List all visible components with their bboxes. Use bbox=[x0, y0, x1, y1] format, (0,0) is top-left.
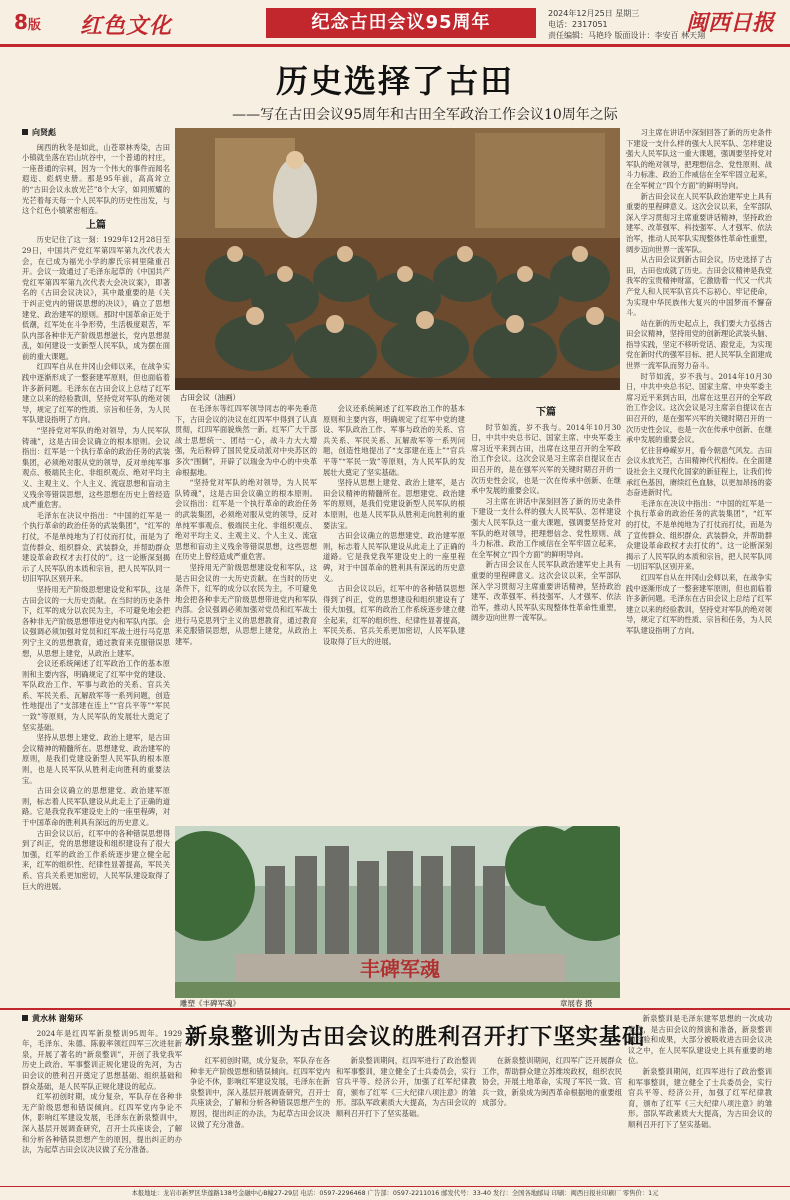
issue-date: 2024年12月25日 星期三 bbox=[548, 9, 640, 18]
page-number: 8版 bbox=[14, 10, 41, 34]
paragraph: 时节如流，岁不我与。2014年10月30日，中共中央总书记、国家主席、中央军委主席习近平来到古田，出席在这里召开的全军政治工作会议。这次会议是习主席亲自提议在古田召开的，是在强军兴军的关键时期召开的一次历史性会议，也是一次在传承中创新、在继承中发展的重要会议。 bbox=[626, 371, 772, 445]
section-name: 红色文化 bbox=[80, 13, 173, 39]
monument-caption: 雕塑《丰碑军魂》 bbox=[180, 999, 240, 1008]
section-heading-up: 上篇 bbox=[86, 219, 106, 231]
paragraph: 毛泽东在决议中指出：“中国的红军是一个执行革命的政治任务的武装集团”，“红军的打仗，不是单纯地为了打仗而打仗，而是为了宣传群众、组织群众、武装群众，并帮助群众建设革命政权才去打仗的”。这一论断深刻揭示了人民军队的本质和宗旨，把人民军队同一切旧军队区别开来。 bbox=[626, 498, 772, 572]
article-column-5 bbox=[626, 128, 772, 998]
paragraph: 习主席在讲话中深刻回答了新的历史条件下建设一支什么样的强大人民军队、怎样建设强大人民军队这一重大课题，强调要坚持党对军队的绝对领导，把理想信念、党性原则、战斗力标准、政治工作威信在全军牢固立起来，在全军树立“四个方面”的鲜明导向。 bbox=[626, 128, 772, 190]
byline-marker-icon bbox=[22, 129, 28, 135]
paragraph: 在新泉整训期间，红四军广泛开展群众工作，帮助群众建立苏维埃政权，组织农民协会，开展土地革命，实现了军民一致、官兵一致，新泉成为闽西革命根据地的重要组成部分。 bbox=[482, 1056, 622, 1108]
paragraph: 新泉整训期间，红四军进行了政治整训和军事整训，建立健全了士兵委员会，实行官兵平等、经济公开，加强了红军纪律教育，颁布了红军《三大纪律八项注意》的雏形。部队军政素质大大提高，为古田会议的顺利召开打下了坚实基础。 bbox=[628, 1066, 772, 1129]
painting-caption: 古田会议（油画） bbox=[180, 393, 240, 402]
issue-meta bbox=[548, 8, 705, 41]
main-subheadline: ——写在古田会议95周年和古田全军政治工作会议10周年之际 bbox=[232, 107, 618, 123]
monument-credit: 章展春 摄 bbox=[560, 999, 593, 1008]
paragraph: 毛泽东在决议中指出：“中国的红军是一个执行革命的政治任务的武装集团”，“红军的打仗，不是单纯地为了打仗而打仗，而是为了宣传群众、组织群众、武装群众，并帮助群众建设革命政权才去打仗的”。这一论断深刻揭示了人民军队的本质和宗旨，把人民军队同一切旧军队区别开来。 bbox=[22, 510, 170, 584]
issue-editors: 责任编辑：马艳玲 版面设计：李安百 林天翔 bbox=[548, 31, 706, 40]
issue-phone: 电话：2317051 bbox=[548, 20, 608, 29]
paragraph: 古田会议确立的思想建党、政治建军原则，标志着人民军队建设从此走上了正确的道路。它是我党我军建设史上的一座里程碑，对于中国革命的胜利具有深远的历史意义。 bbox=[323, 531, 465, 583]
article-column-1 bbox=[22, 128, 170, 994]
monument-photo bbox=[175, 826, 620, 998]
masthead bbox=[0, 0, 790, 44]
main-byline: 向贤彪 bbox=[22, 128, 170, 139]
paragraph: 忆往昔峥嵘岁月，看今朝意气风发。古田会议永放光芒，古田精神代代相传。在全面建设社会主义现代化国家的新征程上，让我们传承红色基因，赓续红色血脉，以更加昂扬的姿态奋进新时代。 bbox=[626, 445, 772, 498]
paragraph: 时节如流，岁不我与。2014年10月30日，中共中央总书记、国家主席、中央军委主席习近平来到古田，出席在这里召开的全军政治工作会议。这次会议是习主席亲自提议在古田召开的，是在强军兴军的关键时期召开的一次历史性会议，也是一次在传承中创新、在继承中发展的重要会议。 bbox=[471, 422, 621, 496]
bottom-headline: 新泉整训为古田会议的胜利召开打下坚实基础 bbox=[184, 1024, 645, 1050]
paragraph: 新古田会议在人民军队政治建军史上具有重要的里程碑意义。这次会议以来，全军部队深入学习贯彻习主席重要讲话精神，坚持政治建军、改革强军、科技强军、人才强军、依法治军，推动人民军队实现整体性革命性重塑，阔步迈向世界一流军队。 bbox=[626, 191, 772, 254]
paragraph: 坚持从思想上建党、政治上建军，是古田会议精神的精髓所在。思想建党、政治建军的原则，是我们党建设新型人民军队的根本原则，也是人民军队从胜利走向胜利的重要法宝。 bbox=[22, 733, 170, 785]
paragraph: 新泉整训是毛泽东建军思想的一次成功实践，是古田会议的预演和准备，新泉整训的经验和成果，大部分被吸收进古田会议决议之中，在人民军队建设史上具有重要的地位。 bbox=[628, 1014, 772, 1066]
paragraph: 坚持从思想上建党、政治上建军，是古田会议精神的精髓所在。思想建党、政治建军的原则，是我们党建设新型人民军队的根本原则，也是人民军队从胜利走向胜利的重要法宝。 bbox=[323, 478, 465, 530]
paragraph: 在毛泽东等红四军领导同志的率先垂范下，古田会议的决议在红四军中得到了认真贯彻，红四军面貌焕然一新。红军广大干部战士思想统一、团结一心，战斗力大大增强，先后粉碎了国民党反动派对中央苏区的多次“围剿”，开辟了以瑞金为中心的中央革命根据地。 bbox=[175, 404, 317, 477]
paragraph: 新古田会议在人民军队政治建军史上具有重要的里程碑意义。这次会议以来，全军部队深入学习贯彻习主席重要讲话精神，坚持政治建军、改革强军、科技强军、人才强军、依法治军，推动人民军队实现整体性革命性重塑，阔步迈向世界一流军队。 bbox=[471, 560, 621, 623]
article-divider bbox=[0, 1008, 790, 1010]
paragraph: 古田会议确立的思想建党、政治建军原则，标志着人民军队建设从此走上了正确的道路。它是我党我军建设史上的一座里程碑，对于中国革命的胜利具有深远的历史意义。 bbox=[22, 786, 170, 827]
paragraph: “坚持党对军队的绝对领导，为人民军队铸魂”，这是古田会议确立的根本原则。会议指出：红军是一个执行革命的政治任务的武装集团，必须绝对服从党的领导，反对单纯军事观点、极端民主化、非组织观点、绝对平均主义、主观主义、个人主义、流寇思想和盲动主义残余等错误思想，这些思想在历史上曾经造成严重危害。 bbox=[175, 478, 317, 562]
article-column-3 bbox=[323, 404, 465, 824]
masthead-rule bbox=[0, 44, 790, 47]
paragraph: “坚持党对军队的绝对领导，为人民军队铸魂”，这是古田会议确立的根本原则。会议指出：红军是一个执行革命的政治任务的武装集团，必须绝对服从党的领导，反对单纯军事观点、极端民主化、非组织观点、绝对平均主义、主观主义、个人主义、流寇思想和盲动主义残余等错误思想，这些思想在历史上曾经造成严重危害。 bbox=[22, 426, 170, 510]
main-headline: 历史选择了古田 bbox=[275, 62, 514, 100]
paragraph: 古田会议以后，红军中的各种错误思想得到了纠正，党的思想建设和组织建设有了很大加强，红军的政治工作系统逐步建立健全起来，红军的组织性、纪律性显著提高，军民关系、官兵关系更加密切，人民军队建设取得了巨大的进展。 bbox=[22, 828, 170, 891]
paragraph: 古田会议以后，红军中的各种错误思想得到了纠正，党的思想建设和组织建设有了很大加强，红军的政治工作系统逐步建立健全起来，红军的组织性、纪律性显著提高，军民关系、官兵关系更加密切，人民军队建设取得了巨大的进展。 bbox=[323, 584, 465, 647]
paragraph: 从古田会议到新古田会议，历史选择了古田，古田也成就了历史。古田会议精神是我党我军的宝贵精神财富，它激励着一代又一代共产党人和人民军队官兵不忘初心、牢记使命，为实现中华民族伟大复兴的中国梦而不懈奋斗。 bbox=[626, 255, 772, 318]
paragraph: 新泉整训期间，红四军进行了政治整训和军事整训，建立健全了士兵委员会，实行官兵平等、经济公开，加强了红军纪律教育，颁布了红军《三大纪律八项注意》的雏形。部队军政素质大大提高，为古田会议的顺利召开打下了坚实基础。 bbox=[336, 1056, 476, 1118]
paragraph: 坚持用无产阶级思想建设党和军队，这是古田会议的一大历史贡献。在当时的历史条件下，红军的成分以农民为主，不可避免地会把各种非无产阶级思想带进党内和军队内部。会议强调必须加强对党员和红军战士进行马克思列宁主义的思想教育，通过教育来克服错误思想，从思想上建党，从政治上建军。 bbox=[22, 584, 170, 658]
paragraph: 红军初创时期，成分复杂，军队存在各种非无产阶级思想和错误倾向。红四军党内争论不休，影响红军建设发展，毛泽东在新泉整训中，深入基层开展调查研究，召开士兵座谈会，了解和分析各种错误思想产生的原因，提出纠正的办法，为起草古田会议决议做了充分准备。 bbox=[22, 1092, 182, 1155]
paragraph: 会议还系统阐述了红军政治工作的基本原则和主要内容，明确规定了红军中党的建设、军队政治工作、军事与政治的关系、官兵关系、军民关系、瓦解敌军等一系列问题，创造性地提出了“支部建在连上”“官兵平等”“军民一致”等原则，为人民军队的发展壮大奠定了坚实基础。 bbox=[323, 404, 465, 477]
paragraph: 红四军自从在井冈山会师以来，在战争实践中逐渐形成了一整套建军原则，但也面临着许多新问题。毛泽东在古田会议上总结了红军建立以来的经验教训，坚持党对军队的绝对领导，规定了红军的性质、宗旨和任务，为人民军队建设指明了方向。 bbox=[626, 572, 772, 635]
paragraph: 会议还系统阐述了红军政治工作的基本原则和主要内容，明确规定了红军中党的建设、军队政治工作、军事与政治的关系、官兵关系、军民关系、瓦解敌军等一系列问题，创造性地提出了“支部建在连上”“官兵平等”“军民一致”等原则，为人民军队的发展壮大奠定了坚实基础。 bbox=[22, 659, 170, 732]
paragraph: 坚持用无产阶级思想建设党和军队，这是古田会议的一大历史贡献。在当时的历史条件下，红军的成分以农民为主，不可避免地会把各种非无产阶级思想带进党内和军队内部。会议强调必须加强对党员和红军战士进行马克思列宁主义的思想教育，通过教育来克服错误思想，从思想上建党，从政治上建军。 bbox=[175, 562, 317, 647]
paragraph: 习主席在讲话中深刻回答了新的历史条件下建设一支什么样的强大人民军队、怎样建设强大人民军队这一重大课题，强调要坚持党对军队的绝对领导，把理想信念、党性原则、战斗力标准、政治工作威信在全军牢固立起来，在全军树立“四个方面”的鲜明导向。 bbox=[471, 496, 621, 559]
paragraph: 站在新的历史起点上，我们要大力弘扬古田会议精神，坚持用党的创新理论武装头脑、指导实践，坚定不移听党话、跟党走，为实现党在新时代的强军目标、把人民军队全面建成世界一流军队而努力奋斗。 bbox=[626, 318, 772, 371]
monument-inscription: 丰碑军魂 bbox=[360, 957, 440, 981]
bottom-article-column-2 bbox=[190, 1056, 330, 1184]
page-footer: 本报地址：龙岩市新罗区华莲路138号金融中心B幢27-29层 电话：0597-2296468 广告部：0597-2211016 邮发代号：33-40 发行：全国各地邮局 印刷：闽西日报社印刷厂 零售价：1元 bbox=[0, 1186, 790, 1200]
bottom-article-column-4 bbox=[482, 1056, 622, 1184]
paragraph: 红军初创时期，成分复杂，军队存在各种非无产阶级思想和错误倾向。红四军党内争论不休，影响红军建设发展，毛泽东在新泉整训中，深入基层开展调查研究，召开士兵座谈会，了解和分析各种错误思想产生的原因，提出纠正的办法，为起草古田会议决议做了充分准备。 bbox=[190, 1056, 330, 1129]
article-column-2 bbox=[175, 404, 317, 824]
section-heading-down: 下篇 bbox=[536, 407, 556, 418]
lead-paragraph: 闽西的秋冬是如此，山苍翠林秀染，古田小镇就坐落在岩山坑谷中，一个普通的村庄，一座普通的宗祠，因为一个伟大的事件而闻名遐迩、彪炳史册。那是95年前，高高耸立的“古田会议永放光芒”8个大字，如同照耀的光芒着每天每一个人民军队的历史性出发，与这个红色小镇紧密相连。 bbox=[22, 142, 170, 216]
paragraph: 2024年是红四军新泉整训95周年。1929年，毛泽东、朱德、陈毅率领红四军三次进驻新泉，开展了著名的“新泉整训”，开创了我党我军历史上政治、军事整训正规化建设的先河，为古田会议的胜利召开奠定了思想基础、组织基础和群众基础，是人民军队正规化建设的起点。 bbox=[22, 1028, 182, 1091]
article-column-4 bbox=[471, 404, 621, 824]
painting-photo bbox=[175, 128, 620, 390]
anniversary-banner: 纪念古田会议95周年 bbox=[266, 8, 536, 38]
paper-logo: 闽西日报 bbox=[686, 10, 775, 36]
bottom-article-column-3 bbox=[336, 1056, 476, 1184]
bottom-byline: 黄水林 谢菊环 bbox=[22, 1014, 182, 1025]
bottom-article-column-5 bbox=[628, 1014, 772, 1184]
paragraph: 红四军自从在井冈山会师以来，在战争实践中逐渐形成了一整套建军原则，但也面临着许多新问题。毛泽东在古田会议上总结了红军建立以来的经验教训，坚持党对军队的绝对领导，规定了红军的性质、宗旨和任务，为人民军队建设指明了方向。 bbox=[22, 362, 170, 425]
paragraph: 历史记住了这一刻：1929年12月28日至29日，中国共产党红军第四军第九次代表大会，在已成为福光小学的廖氏宗祠里隆重召开。会议一致通过了毛泽东起草的《中国共产党红军第四军第九次代表大会决议案》，即著名的《古田会议决议》，其中最重要的是《关于纠正党内的错误思想的决议》，确立了思想建党、政治建军的原则。那时中国革命正处于低潮，红军处在斗争形势，生活极度艰苦，军队内部各种非无产阶级思想滋长，党内思想混乱，如何建设一支新型人民军队，成为摆在面前的重大课题。 bbox=[22, 235, 170, 361]
